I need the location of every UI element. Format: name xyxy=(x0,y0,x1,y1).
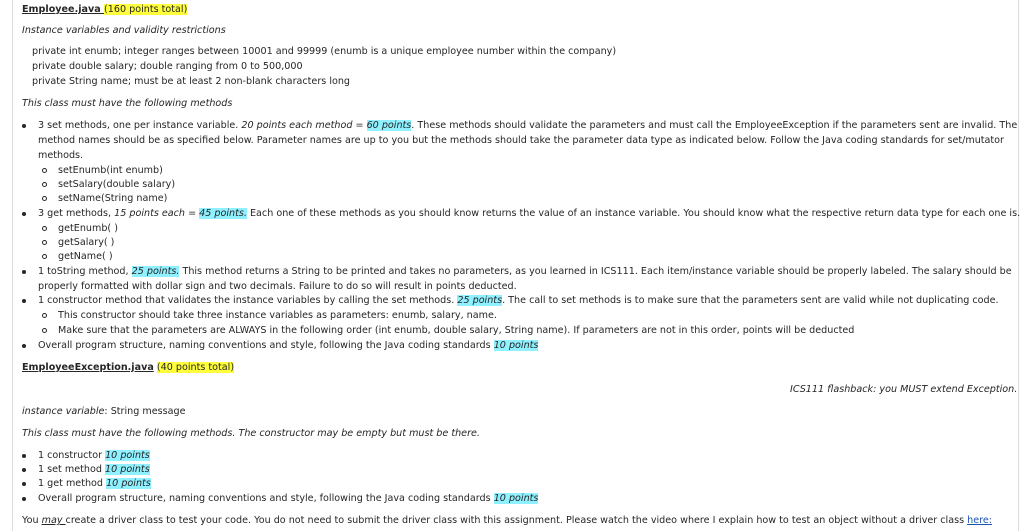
footer-note: You may create a driver class to test your code. You do not need to submit the driver class with this assignment. Please watch the video where I explain how to test an object without a driver class here: xyxy=(22,515,992,526)
points-highlight: 10 points xyxy=(493,340,539,351)
points-highlight: 25 points. xyxy=(131,266,180,277)
exception-methods-heading: This class must have the following methods. The constructor may be empty but must be there. xyxy=(22,428,480,439)
set-methods-cont: method names should be as specified below. Parameter names are up to you but the methods should take the parameter data type as indicated below. Follow the Java coding standards for set/mutator xyxy=(38,135,1004,146)
ivars-heading: Instance variables and validity restrictions xyxy=(22,25,226,36)
overall-item: Overall program structure, naming conventions and style, following the Java coding standards 10 points xyxy=(38,339,538,352)
exception-ivar: instance variable: String message xyxy=(22,406,186,417)
ivar-line: private double salary; double ranging from 0 to 500,000 xyxy=(32,61,303,72)
exception-title: EmployeeException.java xyxy=(22,362,154,373)
getter-item: getName( ) xyxy=(58,250,113,263)
points-highlight: 10 points xyxy=(104,464,150,475)
setter-item: setSalary(double salary) xyxy=(58,178,175,191)
exception-item: 1 constructor 10 points xyxy=(38,449,150,462)
exception-overall-item: Overall program structure, naming conventions and style, following the Java coding standards 10 points xyxy=(38,492,538,505)
getter-item: getSalary( ) xyxy=(58,236,114,249)
points-highlight: 25 points xyxy=(457,295,503,306)
constructor-item: 1 constructor method that validates the instance variables by calling the set methods. 25 points. The call to set methods is to make sure that the parameters sent are valid while not duplicating code. xyxy=(38,294,999,307)
set-methods-cont: methods. xyxy=(38,150,84,161)
points-highlight: 45 points. xyxy=(199,208,247,219)
points-highlight: 10 points xyxy=(106,478,151,489)
bullet xyxy=(22,124,26,128)
constructor-sub-item: This constructor should take three instance variables as parameters: enumb, salary, name. xyxy=(58,309,497,322)
points-highlight: 60 points xyxy=(366,120,412,131)
exception-item: 1 set method 10 points xyxy=(38,463,150,476)
flashback-note: ICS111 flashback: you MUST extend Exception. xyxy=(790,384,1018,395)
get-methods-item: 3 get methods, 15 points each = 45 points. Each one of these methods as you should know returns the value of an instance variable. You should know what the respective return data type for each one is. xyxy=(38,207,1020,220)
set-methods-item: 3 set methods, one per instance variable. 20 points each method = 60 points. These methods should validate the parameters and must call the EmployeeException if the parameters sent are invalid. The xyxy=(38,119,1017,132)
tostring-cont: properly formatted with dollar sign and two decimals. Failure to do so will result in points deducted. xyxy=(38,281,517,292)
constructor-sub-item: Make sure that the parameters are ALWAYS in the following order (int enumb, double salary, String name). If parameters are not in this order, points will be deducted xyxy=(58,324,854,337)
setter-item: setName(String name) xyxy=(58,192,167,205)
employee-heading xyxy=(22,3,187,16)
exception-points: (40 points total) xyxy=(156,362,235,373)
setter-item: setEnumb(int enumb) xyxy=(58,164,163,177)
points-highlight: 10 points xyxy=(105,450,150,461)
video-link[interactable]: here: xyxy=(967,515,992,526)
methods-heading: This class must have the following methods xyxy=(22,98,233,109)
employee-title: Employee.java xyxy=(22,4,105,15)
employee-points: (160 points total) xyxy=(104,4,188,15)
tostring-item: 1 toString method, 25 points. This method returns a String to be printed and takes no parameters, as you learned in ICS111. Each item/instance variable should be properly labeled. The salary should be xyxy=(38,265,1012,278)
points-highlight: 10 points xyxy=(493,493,539,504)
ivar-line: private int enumb; integer ranges between 10001 and 99999 (enumb is a unique employee number within the company) xyxy=(32,46,617,57)
ivar-line: private String name; must be at least 2 non-blank characters long xyxy=(32,76,351,87)
exception-heading xyxy=(22,361,234,374)
getter-item: getEnumb( ) xyxy=(58,222,118,235)
exception-item: 1 get method 10 points xyxy=(38,477,151,490)
